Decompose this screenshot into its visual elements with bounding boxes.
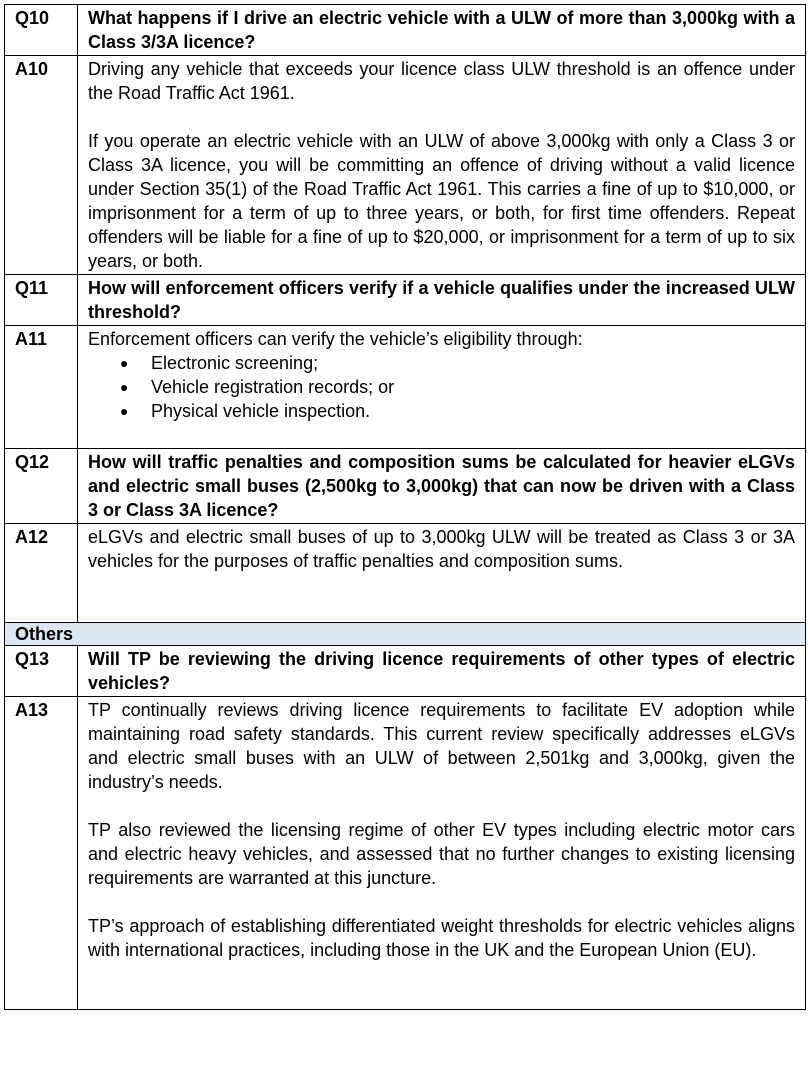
section-row-others — [5, 623, 806, 646]
bullet-list — [88, 351, 795, 423]
question-row-q11 — [5, 275, 806, 326]
question-row-q10 — [5, 5, 806, 56]
list-item: ● Electronic screening; — [151, 351, 795, 375]
question-text: What happens if I drive an electric vehicle with a ULW of more than 3,000kg with a Class 3/3A licence? — [78, 5, 806, 56]
faq-table — [4, 4, 806, 1010]
answer-text — [78, 697, 806, 1010]
answer-row-a13 — [5, 697, 806, 1010]
answer-intro: Enforcement officers can verify the vehicle’s eligibility through: — [88, 329, 583, 349]
answer-row-a11 — [5, 326, 806, 449]
answer-label: A12 — [5, 524, 78, 623]
question-text: Will TP be reviewing the driving licence requirements of other types of electric vehicles? — [78, 646, 806, 697]
question-label: Q11 — [5, 275, 78, 326]
answer-label: A13 — [5, 697, 78, 1010]
answer-text — [78, 524, 806, 623]
answer-paragraph: TP’s approach of establishing differentiated weight thresholds for electric vehicles aligns with international practices, including those in the UK and the European Union (EU). — [88, 916, 795, 960]
answer-paragraph: TP also reviewed the licensing regime of other EV types including electric motor cars and electric heavy vehicles, and assessed that no further changes to existing licensing requirements are warranted at this juncture. — [88, 820, 795, 888]
question-label: Q12 — [5, 449, 78, 524]
answer-paragraph: If you operate an electric vehicle with an ULW of above 3,000kg with only a Class 3 or Class 3A licence, you will be committing an offence of driving without a valid licence under Section 35(1) of the Road Traffic Act 1961. This carries a fine of up to $10,000, or imprisonment for a term of up to three years, or both, for first time offenders. Repeat offenders will be liable for a fine of up to $20,000, or imprisonment for a term of up to six years, or both. — [88, 131, 795, 271]
question-row-q12 — [5, 449, 806, 524]
list-item: ● Vehicle registration records; or — [151, 375, 795, 399]
answer-label: A11 — [5, 326, 78, 449]
answer-label: A10 — [5, 56, 78, 275]
question-label: Q10 — [5, 5, 78, 56]
question-row-q13 — [5, 646, 806, 697]
answer-text — [78, 326, 806, 449]
answer-paragraph: eLGVs and electric small buses of up to 3,000kg ULW will be treated as Class 3 or 3A vehicles for the purposes of traffic penalties and composition sums. — [88, 527, 795, 571]
answer-text — [78, 56, 806, 275]
question-label: Q13 — [5, 646, 78, 697]
question-text: How will traffic penalties and composition sums be calculated for heavier eLGVs and electric small buses (2,500kg to 3,000kg) that can now be driven with a Class 3 or Class 3A licence? — [78, 449, 806, 524]
question-text: How will enforcement officers verify if a vehicle qualifies under the increased ULW threshold? — [78, 275, 806, 326]
answer-row-a12 — [5, 524, 806, 623]
list-item: ● Physical vehicle inspection. — [151, 399, 795, 423]
section-title: Others — [5, 623, 806, 646]
answer-row-a10 — [5, 56, 806, 275]
answer-paragraph: Driving any vehicle that exceeds your licence class ULW threshold is an offence under the Road Traffic Act 1961. — [88, 59, 795, 103]
answer-paragraph: TP continually reviews driving licence requirements to facilitate EV adoption while maintaining road safety standards. This current review specifically addresses eLGVs and electric small buses with an ULW of between 2,501kg and 3,000kg, given the industry’s needs. — [88, 700, 795, 792]
